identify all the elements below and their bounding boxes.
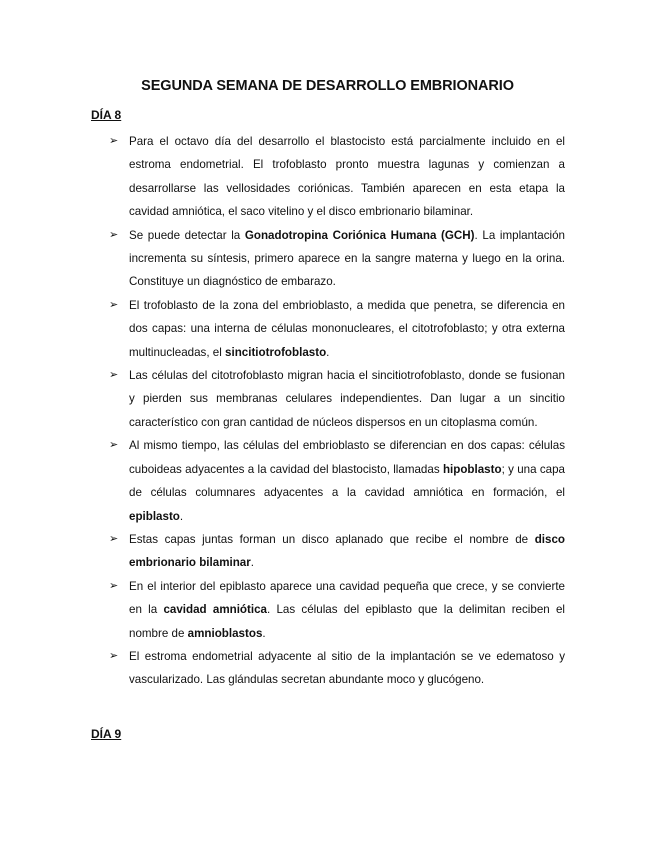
text-run: .	[179, 509, 184, 523]
bold-term: amnioblastos	[187, 626, 263, 640]
text-run: .	[262, 626, 266, 640]
arrow-bullet-icon: ➢	[109, 649, 119, 662]
list-item	[109, 645, 565, 692]
bold-term: sincitiotrofoblasto	[225, 345, 327, 359]
text-run: En el interior del epiblasto aparece una cavidad pequeña que crece, y se convierte en la	[129, 579, 565, 617]
text-run: Estas capas juntas forman un disco aplanado que recibe el nombre de	[129, 532, 535, 546]
text-run: .	[326, 345, 330, 359]
list-item	[109, 575, 565, 645]
arrow-bullet-icon: ➢	[109, 135, 119, 147]
text-run: El trofoblasto de la zona del embrioblasto, a medida que penetra, se diferencia en dos capas: una interna de células mononucleares, el citotrofoblasto; y otra externa multinucleadas, el	[129, 298, 565, 359]
list-item	[109, 294, 565, 364]
bold-term: disco embrionario bilaminar	[129, 532, 565, 570]
text-run: Las células del citotrofoblasto migran hacia el sincitiotrofoblasto, donde se fusionan y pierden sus membranas celulares independientes. Dan lugar a un sincitio característico con gran cantidad de núcleos dispersos en un citoplasma común.	[129, 369, 565, 429]
list-item	[109, 434, 565, 528]
text-run: Se puede detectar la	[129, 228, 245, 242]
page-title: SEGUNDA SEMANA DE DESARROLLO EMBRIONARIO	[141, 78, 514, 94]
bold-term: hipoblasto	[442, 462, 502, 476]
text-run: ; y una capa de células columnares adyacentes a la cavidad amniótica en formación, el	[129, 462, 565, 500]
text-run: Para el octavo día del desarrollo el blastocisto está parcialmente incluido en el estroma endometrial. El trofoblasto pronto muestra lagunas y comienzan a desarrollarse las vellosidades coriónicas. También aparecen en esta etapa la cavidad amniótica, el saco vitelino y el disco embrionario bilaminar.	[129, 135, 565, 219]
list-item	[109, 364, 565, 434]
section-heading-dia-9: DÍA 9	[91, 727, 122, 741]
text-run: . Las células del epiblasto que la delimitan reciben el nombre de	[129, 603, 565, 640]
bold-term: Gonadotropina Coriónica Humana (GCH)	[244, 228, 475, 242]
arrow-bullet-icon: ➢	[109, 298, 119, 311]
list-item	[109, 224, 565, 294]
text-run: .	[250, 556, 254, 570]
arrow-bullet-icon: ➢	[109, 228, 119, 241]
section-heading-dia-8: DÍA 8	[91, 108, 122, 122]
arrow-bullet-icon: ➢	[109, 532, 119, 545]
list-item	[109, 130, 565, 224]
text-run: El estroma endometrial adyacente al sitio de la implantación se ve edematoso y vascularizado. Las glándulas secretan abundante moco y glucógeno.	[129, 649, 565, 687]
arrow-bullet-icon: ➢	[109, 439, 119, 452]
bold-term: epiblasto	[129, 509, 180, 523]
list-item	[109, 528, 565, 575]
bullet-list	[109, 130, 565, 692]
text-run: . La implantación incrementa su síntesis, primero aparece en la sangre materna y luego en la orina. Constituye un diagnóstico de embarazo.	[129, 228, 565, 289]
text-run: Al mismo tiempo, las células del embrioblasto se diferencian en dos capas: células cuboideas adyacentes a la cavidad del blastocisto, llamadas	[129, 439, 565, 476]
arrow-bullet-icon: ➢	[109, 579, 119, 592]
bold-term: cavidad amniótica	[163, 603, 267, 617]
arrow-bullet-icon: ➢	[109, 369, 119, 382]
